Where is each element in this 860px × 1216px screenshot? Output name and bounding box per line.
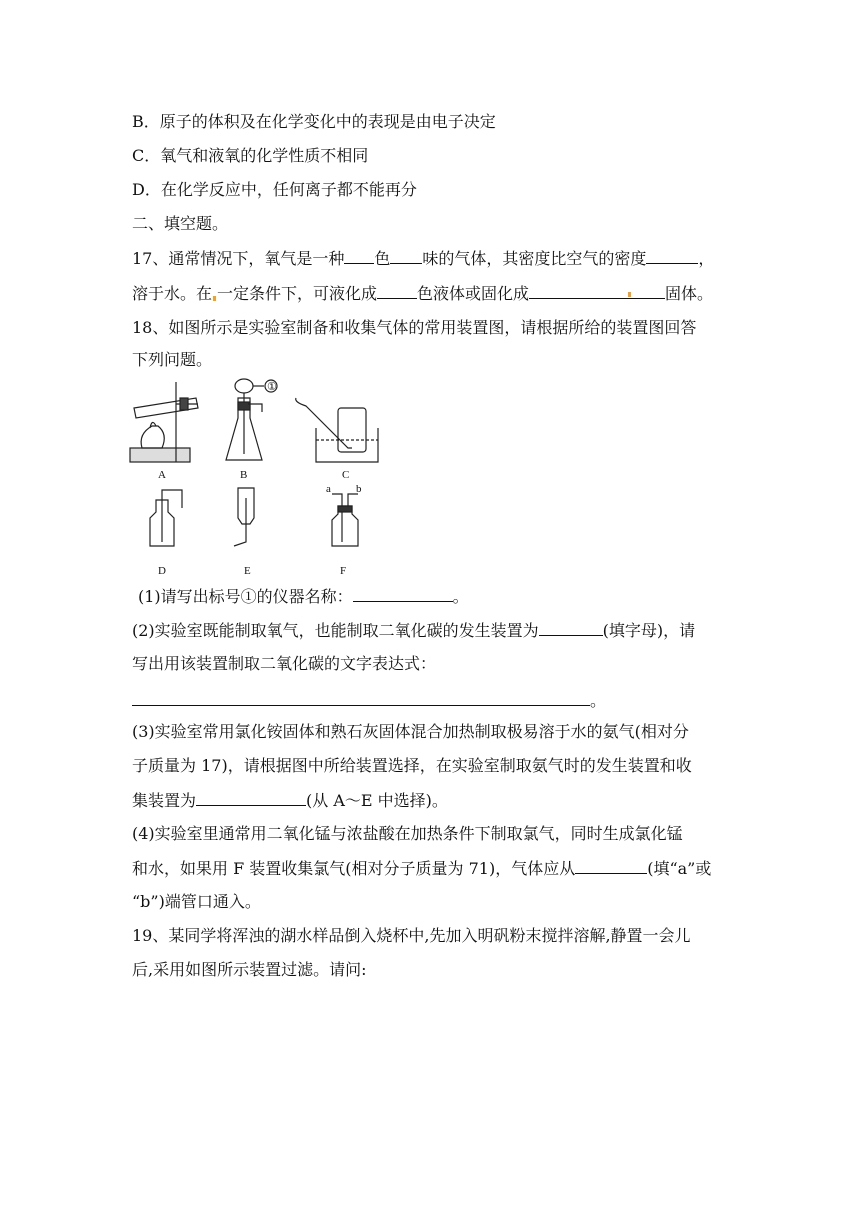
apparatus-e bbox=[234, 488, 254, 546]
apparatus-d bbox=[150, 490, 182, 546]
label-port-b: b bbox=[356, 483, 362, 495]
label-a: A bbox=[158, 469, 166, 481]
p3-line2 bbox=[132, 756, 692, 776]
label-f: F bbox=[340, 565, 347, 577]
p2-line2 bbox=[132, 654, 436, 674]
q18-line1 bbox=[132, 318, 696, 338]
option-d-text: D．在化学反应中，任何离子都不能再分 bbox=[132, 180, 417, 199]
p2-line3 bbox=[132, 690, 606, 711]
p3-line1 bbox=[132, 722, 689, 742]
p3-text: 子质量为 17)，请根据图中所给装置选择，在实验室制取氨气时的发生装置和收 bbox=[132, 756, 692, 775]
p4-text: “b”)端管口通入。 bbox=[132, 892, 261, 911]
q19-text: 19、某同学将浑浊的湖水样品倒入烧杯中,先加入明矾粉末搅拌溶解,静置一会儿 bbox=[132, 926, 691, 945]
q18-text: 18、如图所示是实验室制备和收集气体的常用装置图，请根据所给的装置图回答 bbox=[132, 318, 697, 337]
q18-text: 下列问题。 bbox=[132, 350, 213, 369]
p2-text: (2)实验室既能制取氧气，也能制取二氧化碳的发生装置为 bbox=[132, 621, 539, 640]
q17-text: 17、通常情况下，氧气是一种 bbox=[132, 249, 345, 268]
answer-blank[interactable] bbox=[575, 858, 647, 874]
p4-line3 bbox=[132, 892, 261, 912]
apparatus-figure bbox=[126, 378, 386, 578]
q17-text: 色 bbox=[374, 249, 391, 268]
orange-mark bbox=[213, 296, 216, 301]
p4-line1 bbox=[132, 824, 683, 844]
p3-line3 bbox=[132, 790, 448, 811]
label-mark1: ① bbox=[267, 381, 277, 393]
section-heading-text: 二、填空题。 bbox=[132, 214, 229, 233]
p1-text: (1)请写出标号①的仪器名称： bbox=[138, 587, 353, 606]
p3-text: (3)实验室常用氯化铵固体和熟石灰固体混合加热制取极易溶于水的氨气(相对分 bbox=[132, 722, 689, 741]
q17-line1 bbox=[132, 248, 714, 269]
label-e: E bbox=[244, 565, 251, 577]
q17-text: 溶于水。在 bbox=[132, 284, 213, 303]
q18-line2 bbox=[132, 350, 212, 370]
p1-line bbox=[138, 586, 469, 607]
answer-blank[interactable] bbox=[377, 283, 417, 299]
p4-text: (填“a”或 bbox=[647, 859, 712, 878]
q19-line2 bbox=[132, 960, 366, 980]
p1-text: 。 bbox=[452, 587, 469, 606]
apparatus-f bbox=[332, 494, 358, 546]
answer-blank[interactable] bbox=[529, 283, 665, 299]
label-port-a: a bbox=[326, 483, 331, 495]
answer-blank[interactable] bbox=[132, 690, 590, 706]
q17-line2 bbox=[132, 283, 713, 304]
q19-text: 后,采用如图所示装置过滤。请问: bbox=[132, 960, 367, 979]
q19-line1 bbox=[132, 926, 691, 946]
label-d: D bbox=[158, 565, 166, 577]
p3-text: (从 A～E 中选择)。 bbox=[306, 791, 448, 810]
orange-mark bbox=[628, 292, 631, 297]
option-d bbox=[132, 180, 417, 200]
answer-blank[interactable] bbox=[539, 620, 603, 636]
answer-blank[interactable] bbox=[196, 790, 306, 806]
section-heading bbox=[132, 214, 228, 234]
label-c: C bbox=[342, 469, 350, 481]
apparatus-c bbox=[296, 398, 378, 462]
option-c bbox=[132, 146, 368, 166]
q17-text: 味的气体，其密度比空气的密度 bbox=[422, 249, 647, 268]
p4-text: (4)实验室里通常用二氧化锰与浓盐酸在加热条件下制取氯气，同时生成氯化锰 bbox=[132, 824, 683, 843]
answer-blank[interactable] bbox=[344, 248, 374, 264]
p2-line1 bbox=[132, 620, 695, 641]
p3-text: 集装置为 bbox=[132, 791, 197, 810]
option-b-text: B．原子的体积及在化学变化中的表现是由电子决定 bbox=[132, 112, 496, 131]
option-c-text: C．氧气和液氧的化学性质不相同 bbox=[132, 146, 369, 165]
answer-blank[interactable] bbox=[646, 248, 698, 264]
apparatus-a bbox=[130, 382, 198, 462]
q17-text: ， bbox=[698, 249, 715, 268]
q17-text: 色液体或固化成 bbox=[417, 284, 530, 303]
p2-text: (填字母)，请 bbox=[602, 621, 696, 640]
p2-text: 写出用该装置制取二氧化碳的文字表达式： bbox=[132, 654, 437, 673]
p4-line2 bbox=[132, 858, 711, 879]
p2-text: 。 bbox=[590, 691, 607, 710]
answer-blank[interactable] bbox=[353, 586, 453, 602]
q17-text: 一定条件下，可液化成 bbox=[217, 284, 378, 303]
q17-text: 固体。 bbox=[665, 284, 714, 303]
answer-blank[interactable] bbox=[390, 248, 422, 264]
label-b: B bbox=[240, 469, 248, 481]
p4-text: 和水，如果用 F 装置收集氯气(相对分子质量为 71)，气体应从 bbox=[132, 859, 576, 878]
option-b bbox=[132, 112, 496, 132]
